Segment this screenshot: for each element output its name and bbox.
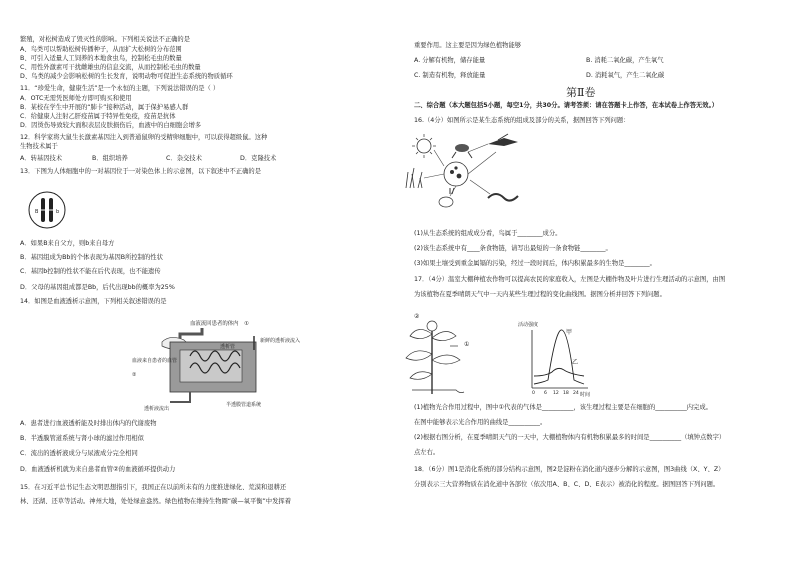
tick-0: 0 — [532, 391, 535, 396]
right-column — [414, 0, 774, 562]
curve-yi — [534, 368, 584, 376]
q17-blank-1: (1)植物光合作用过程中，图中①代表的气体是__________，该生理过程主要是在细胞的__________内完成。 — [414, 404, 712, 411]
option-a: A．转基因技术 — [20, 155, 63, 162]
option-line: D．因烫伤导致较大面积表层皮肤损伤后，血液中的白细胞会增多 — [20, 122, 202, 129]
question-15-cont: 重要作用。这主要是因为绿色植物能够 — [414, 42, 522, 49]
decomposer-circle — [444, 162, 468, 186]
bird-icon — [488, 134, 518, 146]
blank-1: (1)从生态系统的组成成分看，鸟属于________成分。 — [414, 230, 562, 237]
insect-icon — [452, 144, 472, 158]
question-15-cont: 林、还湖、还草等活动。神州大地，处处绿意盎然。绿色植物在维持生物圈“碳—氧平衡”中发挥着 — [20, 498, 291, 505]
section-title: 第Ⅱ卷 — [566, 86, 596, 99]
option-line: A．OTC无需凭医师处方即可购买和使用 — [20, 95, 132, 102]
option-d: D．克隆技术 — [240, 155, 277, 162]
label-tube: 透析管 — [220, 344, 236, 350]
question-18-cont: 分别表示三大营养物质在消化道中各部位（依次用A、B、C、D、E表示）被消化的程度。据图回答下列问题。 — [414, 481, 720, 488]
grass-icon — [406, 168, 422, 188]
rabbit-icon — [439, 188, 454, 207]
question-14: 14．如图是血液透析示意图，下列相关叙述错误的是 — [20, 298, 167, 305]
label-membrane: 半透膜管道系统 — [226, 402, 262, 408]
sun-icon — [412, 134, 436, 158]
dialysis-diagram — [132, 316, 301, 412]
mark-1: ① — [464, 341, 470, 348]
snake-icon — [488, 194, 518, 201]
blank-2: (2)该生态系统中有____条食物链，请写出最短的一条食物链________。 — [414, 245, 612, 252]
option-c: C．流出的透析液成分与尿液成分完全相同 — [20, 450, 138, 457]
series-label-yi: 乙 — [572, 359, 579, 366]
tick-6: 6 — [544, 391, 547, 396]
question-17: 17．（4分）温室大棚种植农作物可以提高农民的家庭收入，左图是大棚作物及叶片进行生理活动的示意图，由图 — [414, 276, 726, 283]
label-from-patient: 血液来自患者的血管 — [132, 358, 178, 364]
question-13: 13．下图为人体细胞中的一对基因位于一对染色体上的示意图，以下叙述中不正确的是 — [20, 168, 261, 175]
option-line: D、鸟类的减少会影响松树的生长发育，说明动物可促进生态系统的物质循环 — [20, 73, 233, 80]
option-a: A．患者进行血液透析能及时排出体内的代谢废物 — [20, 420, 157, 427]
option-line: B．某校在学生中开展的“肺卡”接种活动，属于保护易感人群 — [20, 104, 189, 111]
option-c: C．杂交技术 — [166, 155, 202, 162]
ecosystem-diagram — [400, 132, 550, 222]
option-b: B．半透膜管道系统与肾小球的滤过作用相似 — [20, 435, 144, 442]
option-d: D．父母的基因组成都是Bb，后代出现bb的概率为25% — [20, 284, 175, 291]
label-blood-return: 血液流回患者的体内 — [190, 321, 239, 327]
tick-18: 18 — [563, 391, 569, 396]
series-label-jia: 甲 — [566, 329, 573, 336]
plant-diagram — [394, 308, 494, 396]
question-17-cont: 为该植物在夏季晴朗天气中一天内某些生理过程的变化曲线图。据图分析并回答下列问题。 — [414, 291, 666, 298]
label-fresh-fluid: 新鲜的透析液流入 — [260, 338, 301, 344]
question-12-cont: 生物技术属于 — [20, 143, 58, 150]
tick-12: 12 — [553, 391, 559, 396]
tick-24: 24 — [573, 391, 579, 396]
intro-line: 繁殖，对松树造成了毁灭性的影响。下列相关说法不正确的是 — [20, 36, 191, 43]
section-note: 二、综合题（本大题包括5小题，每空1分，共30分。请考答须：请在答题卡上作答，在本试卷上作答无效。） — [414, 102, 719, 109]
gene-label-b: b — [56, 209, 60, 215]
mark-2: ② — [414, 313, 420, 320]
question-11: 11．“珍爱生命，健康生活”是一个永恒的主题，下列说法错误的是（ ） — [20, 85, 220, 92]
option-b: B. 消耗二氧化碳，产生氧气 — [586, 57, 664, 64]
question-18: 18．（6分）图1是消化系统的部分结构示意图，图2是淀粉在消化道内逐步分解的示意图，图3曲线（X、Y、Z） — [414, 466, 725, 473]
label-used-fluid: 透析液流出 — [144, 406, 170, 412]
q17-blank-1-cont: 在图中能够表示光合作用的曲线是__________。 — [414, 419, 547, 426]
y-axis-label: 活动强度 — [518, 322, 539, 328]
marker-2: ② — [132, 372, 137, 378]
option-a: A. 分解有机物，储存能量 — [414, 57, 486, 64]
option-c: C．基因b控制的性状不能在后代表现，也不能遗传 — [20, 268, 161, 275]
q17-blank-2-cont: 点左右。 — [414, 449, 440, 456]
option-line: C．给健康人注射乙肝疫苗属于特异性免疫，疫苗是抗体 — [20, 113, 176, 120]
option-d: D．血液透析机就为来自患者血管②的血液循环提供动力 — [20, 466, 176, 473]
option-d: D. 消耗氧气，产生二氧化碳 — [586, 72, 665, 79]
q17-blank-2: (2)根据右图分析，在夏季晴朗天气的一天中，大棚植物体内有机物积累最多的时间是__________（填钟点数字） — [414, 434, 726, 441]
gene-label-B: B — [35, 209, 39, 215]
option-line: B、可引入适量人工饲养的本地食虫鸟，控制松毛虫的数量 — [20, 55, 182, 62]
left-column — [20, 0, 388, 562]
question-16: 16.（4分）如图所示是某生态系统的组成及部分的关系，据图回答下列问题： — [414, 117, 630, 124]
leaf-icon — [406, 329, 460, 379]
marker-1: ① — [244, 321, 249, 327]
activity-chart — [518, 322, 592, 398]
blank-3: (3)如果土壤受到重金属镉的污染，经过一段时间后，体内积累最多的生物是________。 — [414, 260, 656, 267]
option-b: B．基因组成为Bb的个体表现为基因B所控制的性状 — [20, 254, 163, 261]
option-c: C. 制造有机物，释放能量 — [414, 72, 486, 79]
option-line: A、鸟类可以帮助松树传播种子，从而扩大松树的分布范围 — [20, 46, 182, 53]
option-line: C、用性外激素可干扰雌雄虫的信息交流，从而控制松毛虫的数量 — [20, 64, 201, 71]
x-axis-label: 时间 — [580, 392, 591, 398]
option-a: A．如果B来自父方，则b来自母方 — [20, 240, 115, 247]
option-b: B．组织培养 — [92, 155, 128, 162]
question-15: 15．在习近平总书记生态文明思想指引下，我国正在以前所未有的力度推进绿化、荒漠和退耕还 — [20, 484, 287, 491]
question-12: 12．科学家将大鼠生长激素基因注入到普通鼠卵的受精卵细胞中，可以获得超级鼠。这种 — [20, 134, 268, 141]
chromosome-diagram — [28, 190, 68, 232]
